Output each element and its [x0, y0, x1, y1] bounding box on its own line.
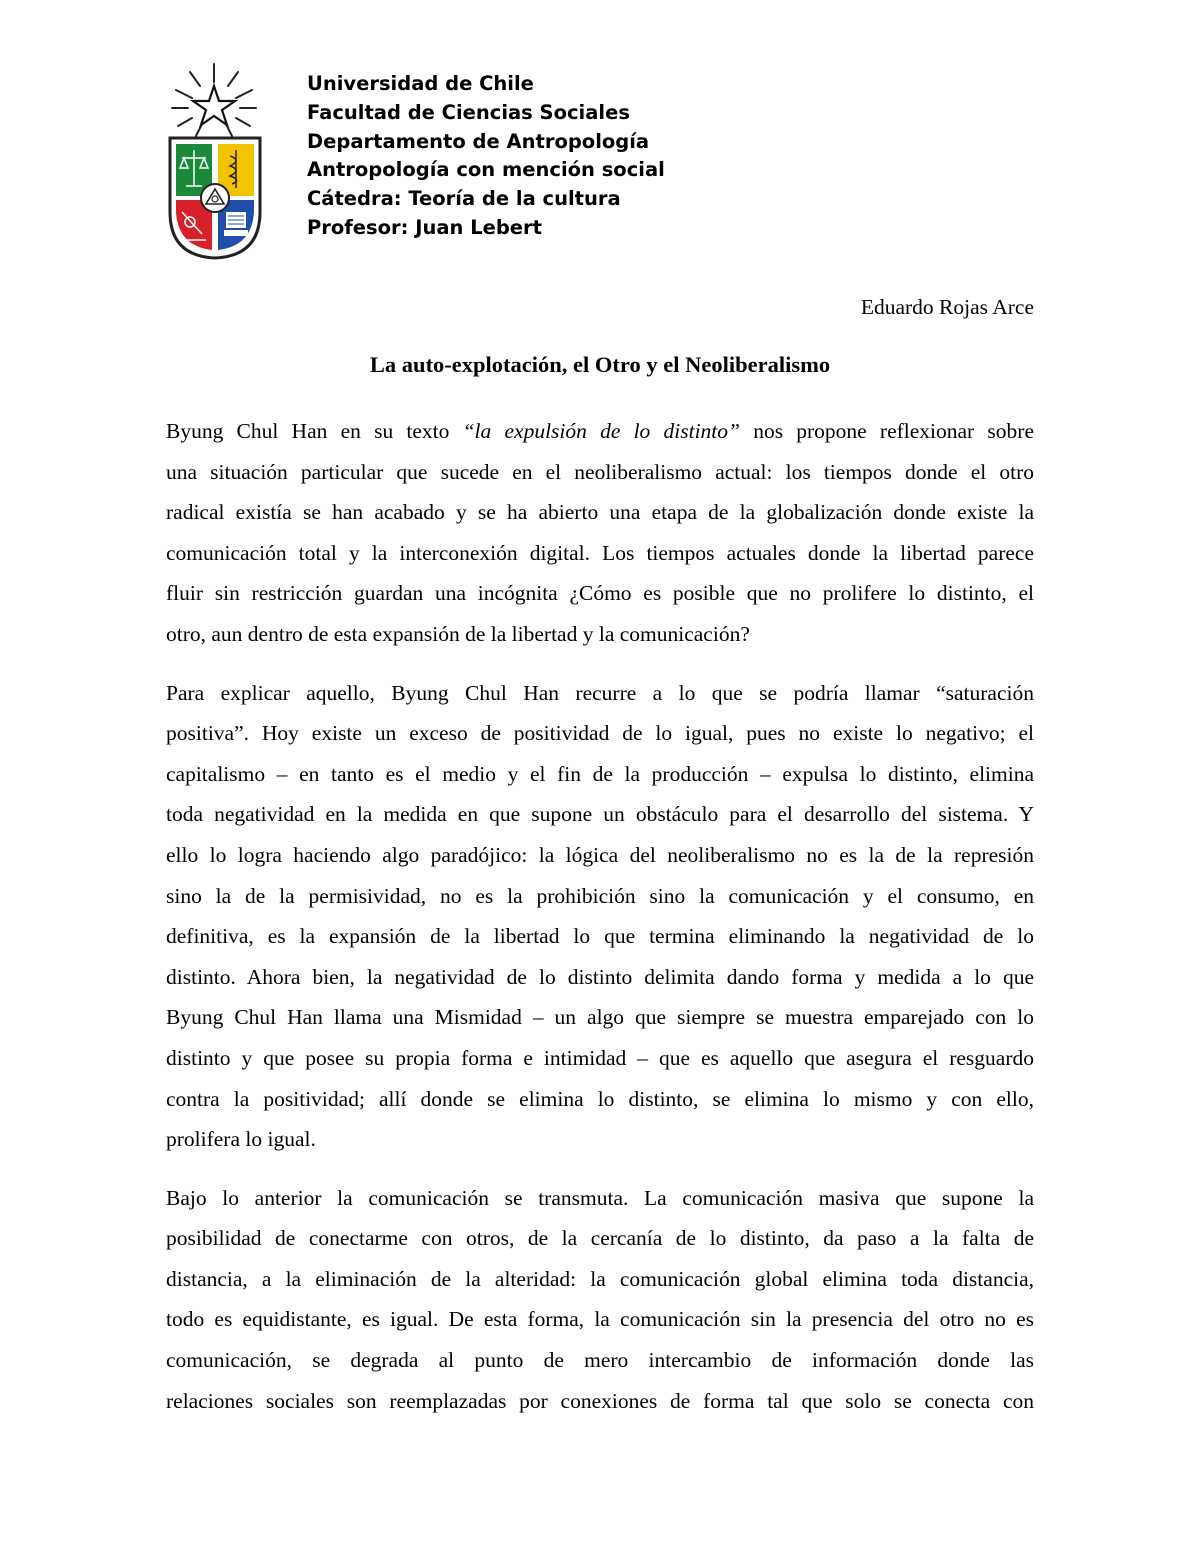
institution-header [307, 70, 665, 243]
paragraph-line: capitalismo – en tanto es el medio y el fin de la producción – expulsa lo distinto, elimina [166, 761, 1034, 786]
paragraph-line: radical existía se han acabado y se ha abierto una etapa de la globalización donde existe la [166, 500, 1034, 525]
paragraph-line: Byung Chul Han llama una Mismidad – un algo que siempre se muestra emparejado con lo [166, 1005, 1034, 1030]
document-title: La auto-explotación, el Otro y el Neoliberalismo [369, 352, 831, 377]
institution-line-university: Universidad de Chile [307, 72, 534, 95]
paragraph-line: Para explicar aquello, Byung Chul Han recurre a lo que se podría llamar “saturación [166, 680, 1034, 705]
paragraph-line: contra la positividad; allí donde se elimina lo distinto, se elimina lo mismo y con ello, [166, 1086, 1034, 1111]
paragraph-line: relaciones sociales son reemplazadas por conexiones de forma tal que solo se conecta con [166, 1388, 1034, 1413]
paragraph-line: definitiva, es la expansión de la libertad lo que termina eliminando la negatividad de lo [166, 924, 1034, 949]
paragraph-line: todo es equidistante, es igual. De esta forma, la comunicación sin la presencia del otro no es [166, 1307, 1034, 1332]
paragraph-line: sino la de la permisividad, no es la prohibición sino la comunicación y el consumo, en [166, 883, 1034, 908]
paragraph-line: positiva”. Hoy existe un exceso de positividad de lo igual, pues no existe lo negativo; el [166, 721, 1034, 746]
institution-line-department: Departamento de Antropología [307, 129, 650, 153]
paragraph-line: distinto. Ahora bien, la negatividad de lo distinto delimita dando forma y medida a lo que [166, 964, 1034, 989]
paragraph-line: Byung Chul Han en su texto “la expulsión de lo distinto” nos propone reflexionar sobre [166, 419, 1034, 443]
institution-line-professor: Profesor: Juan Lebert [307, 215, 542, 239]
paragraph-3 [166, 1178, 1034, 1422]
paragraph-line: fluir sin restricción guardan una incógnita ¿Cómo es posible que no prolifere lo distinto, el [166, 581, 1034, 606]
paragraph-1 [166, 411, 1034, 655]
paragraph-2 [166, 673, 1034, 1160]
paragraph-line: prolifera lo igual. [166, 1127, 316, 1152]
paragraph-line: comunicación total y la interconexión digital. Los tiempos actuales donde la libertad parece [166, 540, 1034, 565]
paragraph-line: otro, aun dentro de esta expansión de la libertad y la comunicación? [166, 621, 750, 646]
paragraph-line: comunicación, se degrada al punto de mero intercambio de información donde las [166, 1348, 1034, 1373]
paragraph-line: Bajo lo anterior la comunicación se transmuta. La comunicación masiva que supone la [166, 1185, 1034, 1210]
paragraph-line: una situación particular que sucede en el neoliberalismo actual: los tiempos donde el otro [166, 459, 1034, 484]
institution-line-program: Antropología con mención social [307, 158, 665, 182]
university-coat-of-arms-icon [166, 62, 264, 262]
cited-title: “la expulsión de lo distinto” [462, 419, 740, 443]
paragraph-line: distancia, a la eliminación de la alteridad: la comunicación global elimina toda distancia, [166, 1266, 1034, 1291]
paragraph-line: distinto y que posee su propia forma e intimidad – que es aquello que asegura el resguardo [166, 1045, 1034, 1070]
paragraph-line: toda negatividad en la medida en que supone un obstáculo para el desarrollo del sistema. Y [166, 802, 1034, 827]
document-body [166, 411, 1034, 1421]
author-name: Eduardo Rojas Arce [860, 295, 1034, 319]
paragraph-line: ello lo logra haciendo algo paradójico: la lógica del neoliberalismo no es la de la represión [166, 842, 1034, 867]
institution-line-course: Cátedra: Teoría de la cultura [307, 187, 621, 211]
paragraph-line: posibilidad de conectarme con otros, de la cercanía de lo distinto, da paso a la falta de [166, 1226, 1034, 1251]
institution-line-faculty: Facultad de Ciencias Sociales [307, 100, 630, 124]
